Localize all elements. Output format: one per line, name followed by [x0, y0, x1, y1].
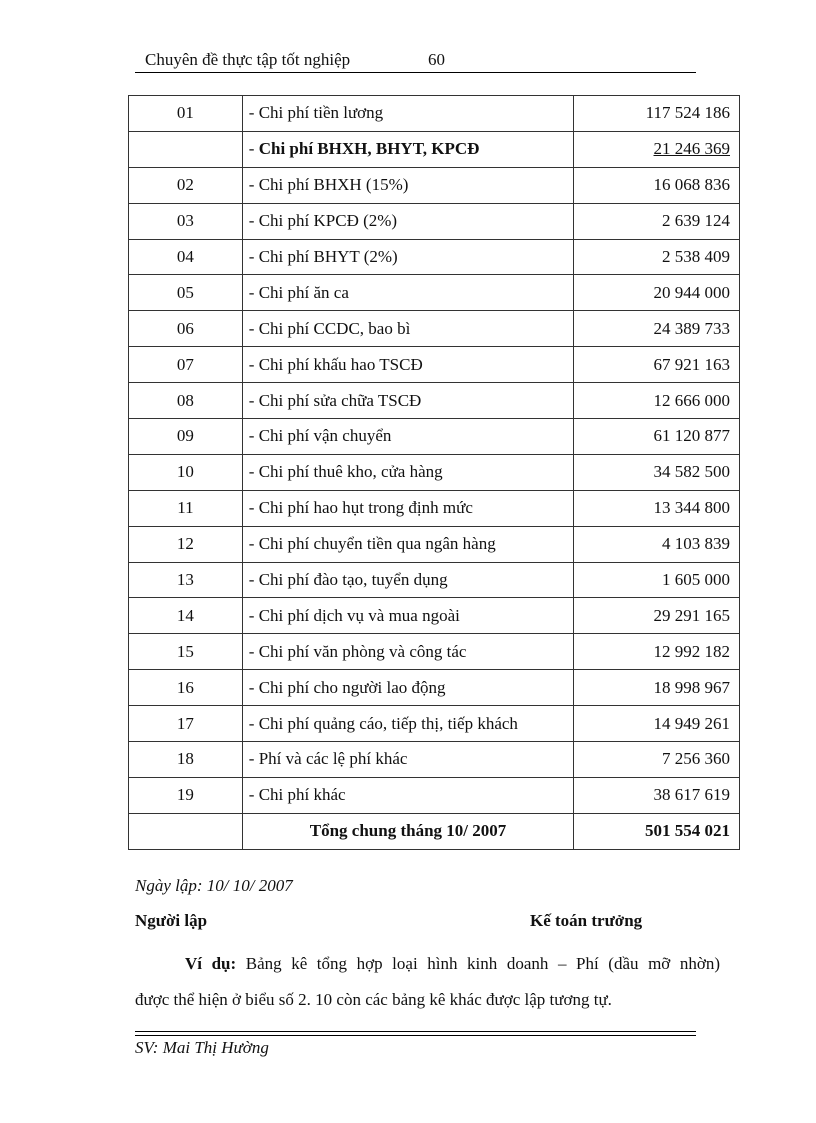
cost-item-label: Chi phí tiền lương — [258, 103, 384, 123]
cost-item-name — [242, 131, 573, 167]
cost-item-label: Chi phí sửa chữa TSCĐ — [258, 390, 422, 410]
cost-item-name — [242, 347, 573, 383]
dash-prefix: - — [248, 749, 259, 769]
row-number: 18 — [129, 742, 243, 778]
cost-item-label: Chi phí thuê kho, cửa hàng — [258, 462, 443, 482]
cost-amount: 38 617 619 — [574, 777, 740, 813]
table-row — [129, 777, 740, 813]
cost-amount: 7 256 360 — [574, 742, 740, 778]
cost-item-name — [242, 239, 573, 275]
table-row — [129, 562, 740, 598]
cost-amount: 4 103 839 — [574, 526, 740, 562]
dash-prefix: - — [248, 318, 259, 338]
cost-item-label: Chi phí khấu hao TSCĐ — [258, 354, 423, 374]
page-number: 60 — [428, 50, 445, 69]
dash-prefix: - — [248, 211, 259, 231]
dash-prefix: - — [248, 139, 259, 159]
cost-amount: 2 538 409 — [574, 239, 740, 275]
cost-item-label: Chi phí vận chuyển — [258, 426, 392, 446]
dash-prefix: - — [248, 175, 259, 195]
table-row — [129, 131, 740, 167]
dash-prefix: - — [248, 677, 259, 697]
example-paragraph — [135, 946, 720, 1018]
cost-item-name — [242, 96, 573, 132]
total-empty-cell — [129, 813, 243, 849]
cost-item-label: Chi phí văn phòng và công tác — [258, 641, 467, 661]
student-name: SV: Mai Thị Hường — [135, 1038, 269, 1057]
table-row — [129, 383, 740, 419]
table-row — [129, 347, 740, 383]
cost-amount: 2 639 124 — [574, 203, 740, 239]
cost-item-name — [242, 454, 573, 490]
table-row — [129, 742, 740, 778]
row-number: 05 — [129, 275, 243, 311]
cost-item-name — [242, 706, 573, 742]
cost-table — [128, 95, 740, 850]
cost-item-label: Phí và các lệ phí khác — [258, 749, 408, 769]
cost-item-name — [242, 526, 573, 562]
preparer-label: Người lập — [135, 911, 208, 930]
cost-amount: 1 605 000 — [574, 562, 740, 598]
example-line-1: Bảng kê tổng hợp loại hình kinh doanh – Phí (dầu mỡ nhờn) — [236, 954, 721, 973]
row-number: 19 — [129, 777, 243, 813]
row-number: 06 — [129, 311, 243, 347]
row-number: 11 — [129, 490, 243, 526]
table-row — [129, 454, 740, 490]
cost-amount: 117 524 186 — [574, 96, 740, 132]
table-row — [129, 634, 740, 670]
table-row — [129, 239, 740, 275]
cost-item-label: Chi phí BHYT (2%) — [258, 247, 398, 266]
dash-prefix: - — [248, 462, 259, 482]
table-row — [129, 490, 740, 526]
table-row — [129, 526, 740, 562]
dash-prefix: - — [248, 354, 259, 374]
cost-item-label: Chi phí cho người lao động — [258, 677, 446, 697]
row-number: 10 — [129, 454, 243, 490]
cost-amount: 24 389 733 — [574, 311, 740, 347]
document-title: Chuyên đề thực tập tốt nghiệp — [145, 50, 351, 69]
cost-amount: 34 582 500 — [574, 454, 740, 490]
table-row — [129, 275, 740, 311]
row-number: 01 — [129, 96, 243, 132]
row-number: 03 — [129, 203, 243, 239]
cost-item-name — [242, 490, 573, 526]
dash-prefix: - — [248, 247, 259, 266]
cost-item-name — [242, 419, 573, 455]
cost-item-label: Chi phí chuyển tiền qua ngân hàng — [258, 534, 496, 554]
example-lead: Ví dụ: — [185, 954, 237, 973]
cost-amount: 20 944 000 — [574, 275, 740, 311]
chief-accountant-label: Kế toán trưởng — [530, 911, 643, 930]
cost-amount: 12 992 182 — [574, 634, 740, 670]
cost-item-name — [242, 311, 573, 347]
table-row — [129, 311, 740, 347]
dash-prefix: - — [248, 534, 259, 554]
cost-item-name — [242, 167, 573, 203]
dash-prefix: - — [248, 103, 259, 123]
cost-item-name — [242, 383, 573, 419]
total-amount: 501 554 021 — [574, 813, 740, 849]
dash-prefix: - — [248, 390, 259, 410]
dash-prefix: - — [248, 605, 259, 625]
table-row — [129, 167, 740, 203]
cost-amount: 13 344 800 — [574, 490, 740, 526]
cost-item-name — [242, 777, 573, 813]
cost-amount: 18 998 967 — [574, 670, 740, 706]
row-number: 17 — [129, 706, 243, 742]
date-line: Ngày lập: 10/ 10/ 2007 — [135, 876, 293, 895]
row-number: 07 — [129, 347, 243, 383]
cost-item-label: Chi phí hao hụt trong định mức — [258, 498, 473, 518]
table-row — [129, 419, 740, 455]
row-number: 16 — [129, 670, 243, 706]
cost-item-label: Chi phí khác — [258, 785, 346, 805]
example-line-2: được thể hiện ở biểu số 2. 10 còn các bảng kê khác được lập tương tự. — [135, 990, 612, 1009]
cost-item-label: Chi phí đào tạo, tuyển dụng — [258, 570, 448, 590]
table-row — [129, 598, 740, 634]
cost-amount: 14 949 261 — [574, 706, 740, 742]
cost-item-label: Chi phí ăn ca — [258, 282, 349, 302]
footer-rule-thin — [135, 1035, 696, 1036]
dash-prefix: - — [248, 641, 259, 661]
cost-item-name — [242, 634, 573, 670]
table-row — [129, 706, 740, 742]
dash-prefix: - — [248, 498, 259, 518]
dash-prefix: - — [248, 426, 259, 446]
row-number: 02 — [129, 167, 243, 203]
row-number: 09 — [129, 419, 243, 455]
row-number: 15 — [129, 634, 243, 670]
row-number: 08 — [129, 383, 243, 419]
cost-item-label: Chi phí BHXH, BHYT, KPCĐ — [258, 139, 480, 159]
cost-item-name — [242, 670, 573, 706]
cost-amount: 61 120 877 — [574, 419, 740, 455]
cost-item-name — [242, 598, 573, 634]
cost-item-label: Chi phí BHXH (15%) — [258, 175, 409, 195]
cost-item-name — [242, 203, 573, 239]
dash-prefix: - — [248, 713, 259, 733]
row-number: 13 — [129, 562, 243, 598]
table-row — [129, 670, 740, 706]
cost-item-label: Chi phí dịch vụ và mua ngoài — [258, 605, 460, 625]
cost-item-label: Chi phí quảng cáo, tiếp thị, tiếp khách — [258, 713, 518, 733]
total-label: Tổng chung tháng 10/ 2007 — [242, 813, 573, 849]
dash-prefix: - — [248, 282, 259, 302]
row-number: 12 — [129, 526, 243, 562]
row-number: 04 — [129, 239, 243, 275]
cost-amount: 21 246 369 — [574, 131, 740, 167]
cost-amount: 29 291 165 — [574, 598, 740, 634]
cost-amount: 16 068 836 — [574, 167, 740, 203]
cost-item-name — [242, 562, 573, 598]
cost-amount: 67 921 163 — [574, 347, 740, 383]
page-header — [135, 48, 696, 73]
cost-item-label: Chi phí KPCĐ (2%) — [258, 211, 398, 231]
cost-item-label: Chi phí CCDC, bao bì — [258, 318, 411, 338]
row-number: 14 — [129, 598, 243, 634]
footer-rule — [135, 1031, 696, 1032]
table-row — [129, 203, 740, 239]
row-number — [129, 131, 243, 167]
dash-prefix: - — [248, 785, 259, 805]
total-row — [129, 813, 740, 849]
table-row — [129, 96, 740, 132]
cost-amount: 12 666 000 — [574, 383, 740, 419]
cost-item-name — [242, 275, 573, 311]
dash-prefix: - — [248, 570, 259, 590]
cost-item-name — [242, 742, 573, 778]
